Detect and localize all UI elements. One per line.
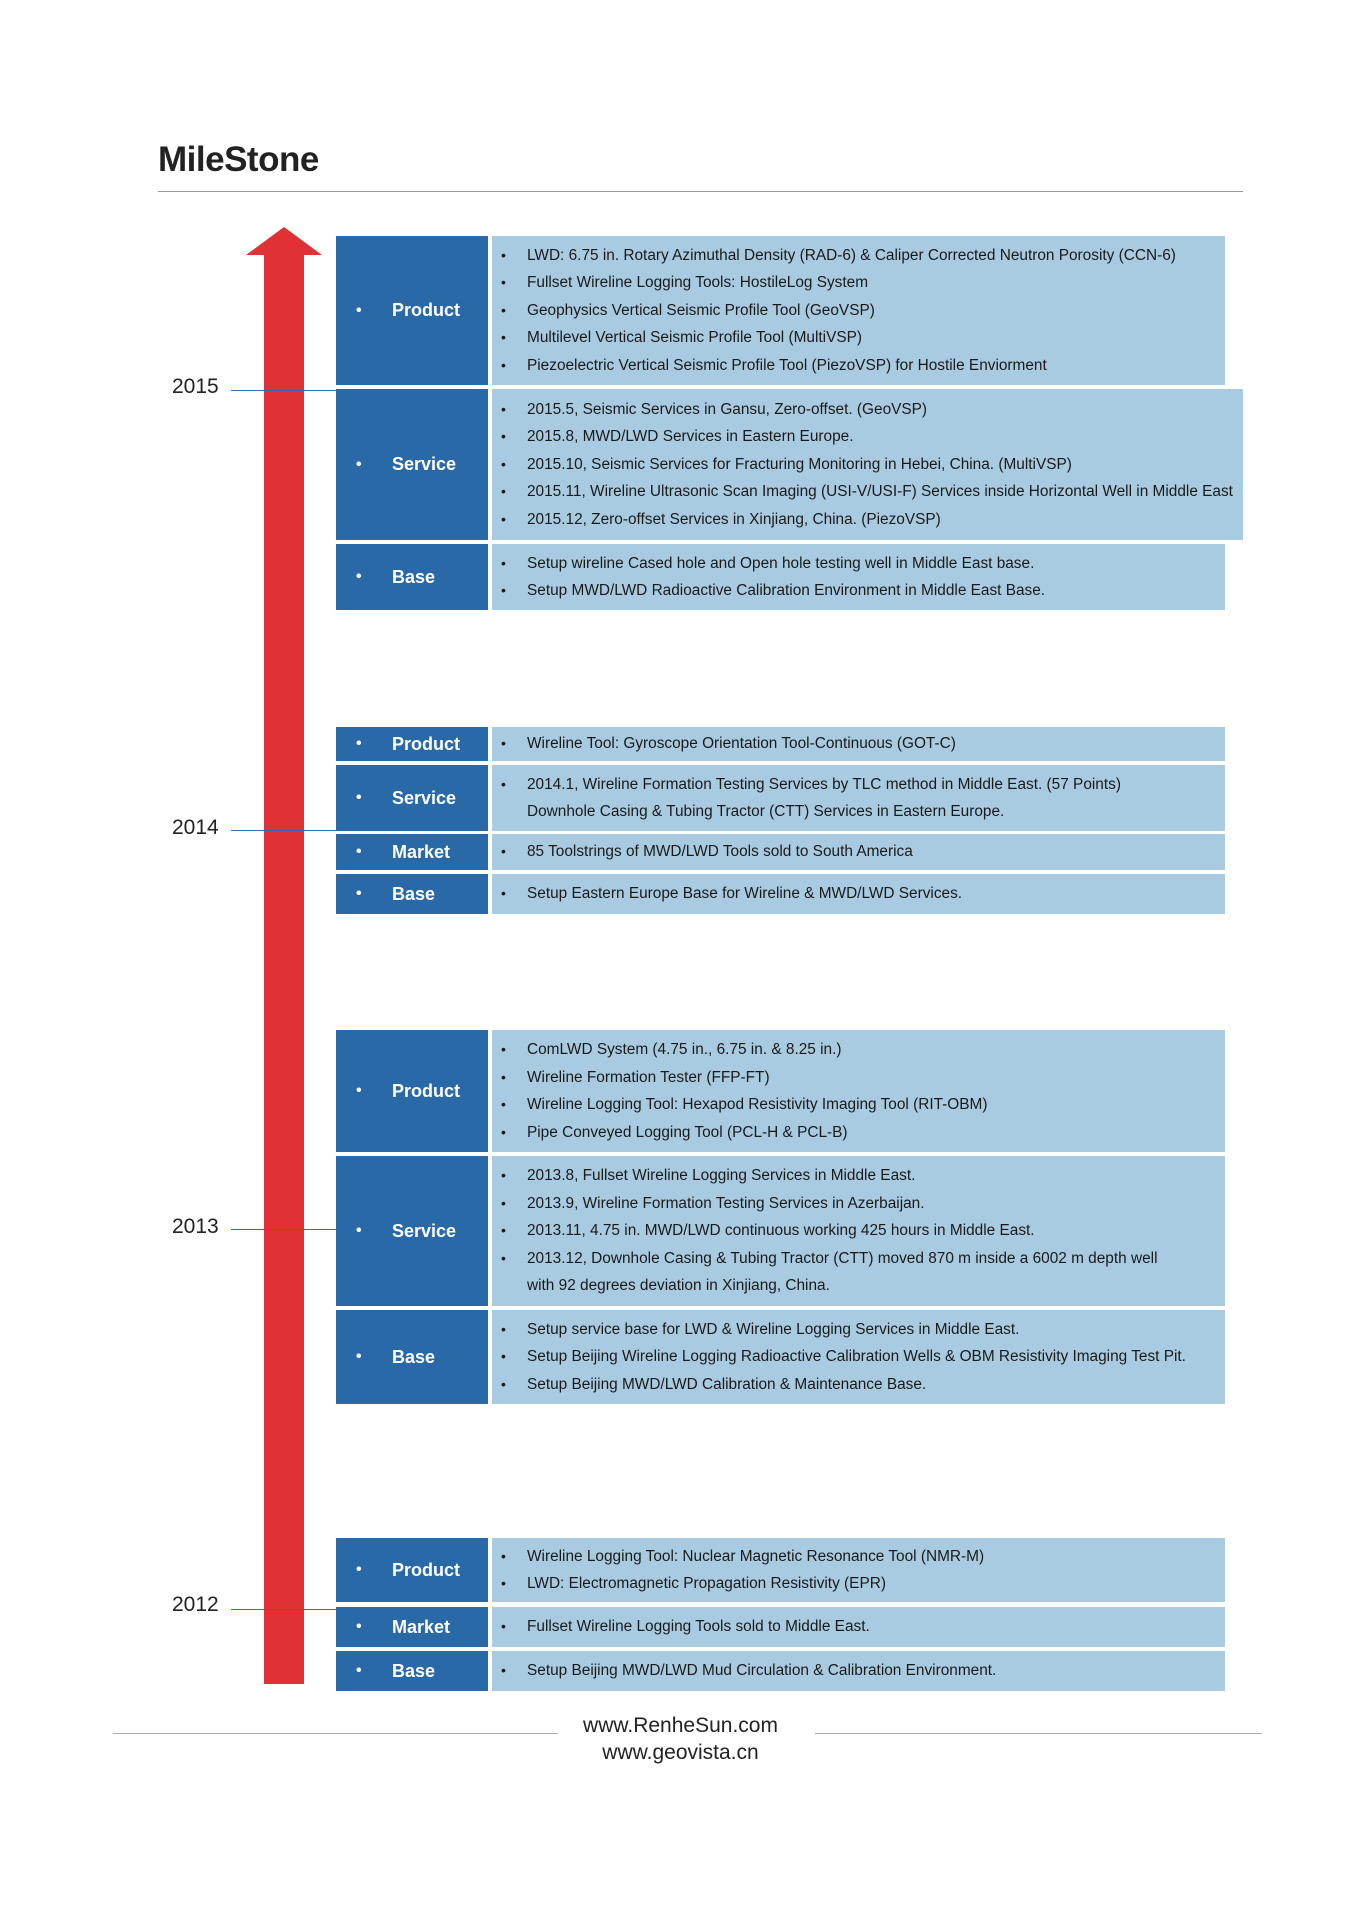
milestone-item: • Wireline Logging Tool: Nuclear Magnetic Resonance Tool (NMR-M): [492, 1543, 1215, 1571]
milestone-item-continuation: Downhole Casing & Tubing Tractor (CTT) Services in Eastern Europe.: [527, 803, 1005, 820]
category-text: Service: [392, 787, 457, 808]
category-label: [336, 834, 488, 870]
milestone-item: • ComLWD System (4.75 in., 6.75 in. & 8.25 in.): [492, 1036, 1215, 1064]
bullet-icon: •: [356, 789, 362, 806]
milestone-row-market: [336, 834, 1225, 870]
bullet-icon: •: [356, 885, 362, 902]
bullet-icon: •: [356, 1348, 362, 1365]
milestone-item: • Setup Eastern Europe Base for Wireline & MWD/LWD Services.: [492, 880, 1215, 908]
footer-url-renhesun[interactable]: www.RenheSun.com: [583, 1714, 778, 1737]
year-tick: [231, 830, 336, 831]
milestone-items: [492, 389, 1243, 540]
milestone-item: • Setup service base for LWD & Wireline Logging Services in Middle East.: [492, 1316, 1215, 1344]
year-label: 2012: [172, 1593, 219, 1616]
year-tick: [231, 1229, 336, 1230]
category-text: Service: [392, 1220, 457, 1241]
milestone-row-base: [336, 874, 1225, 914]
bullet-icon: •: [356, 1082, 362, 1099]
milestone-items: [492, 834, 1225, 870]
category-label: [336, 1538, 488, 1602]
category-label: [336, 1310, 488, 1404]
milestone-item: • 2015.11, Wireline Ultrasonic Scan Imaging (USI-V/USI-F) Services inside Horizontal Well in Middle East: [492, 478, 1233, 506]
milestone-item: • Setup wireline Cased hole and Open hole testing well in Middle East base.: [492, 550, 1215, 578]
title-divider: [158, 191, 1243, 192]
milestone-item: • 2015.8, MWD/LWD Services in Eastern Europe.: [492, 423, 1233, 451]
milestone-items: [492, 1607, 1225, 1647]
milestone-row-product: [336, 727, 1225, 761]
milestone-item: • 2013.9, Wireline Formation Testing Services in Azerbaijan.: [492, 1190, 1215, 1218]
category-label: [336, 389, 488, 540]
bullet-icon: •: [356, 735, 362, 752]
category-label: [336, 1030, 488, 1152]
category-text: Market: [392, 1616, 451, 1637]
category-label: [336, 874, 488, 914]
milestone-item: • Multilevel Vertical Seismic Profile Tool (MultiVSP): [492, 324, 1215, 352]
milestone-items: [492, 236, 1225, 385]
category-label: [336, 765, 488, 831]
milestone-items: [492, 544, 1225, 610]
milestone-row-base: [336, 544, 1225, 610]
milestone-item: • 2014.1, Wireline Formation Testing Services by TLC method in Middle East. (57 Points): [492, 771, 1215, 799]
bullet-icon: •: [356, 1561, 362, 1578]
milestone-item: • Setup Beijing MWD/LWD Calibration & Maintenance Base.: [492, 1371, 1215, 1399]
category-label: [336, 727, 488, 761]
milestone-item: • Wireline Tool: Gyroscope Orientation Tool-Continuous (GOT-C): [492, 730, 1215, 758]
milestone-items: [492, 1651, 1225, 1691]
milestone-item: • 2013.8, Fullset Wireline Logging Services in Middle East.: [492, 1162, 1215, 1190]
category-label: [336, 1607, 488, 1647]
page-title: MileStone: [158, 140, 319, 179]
bullet-icon: •: [356, 843, 362, 860]
milestone-row-base: [336, 1651, 1225, 1691]
milestone-item: • 2015.10, Seismic Services for Fracturing Monitoring in Hebei, China. (MultiVSP): [492, 451, 1233, 479]
milestone-item: • Fullset Wireline Logging Tools: HostileLog System: [492, 269, 1215, 297]
category-label: [336, 1651, 488, 1691]
bullet-icon: •: [356, 1618, 362, 1635]
year-tick: [231, 1609, 336, 1610]
milestone-item: • Wireline Logging Tool: Hexapod Resistivity Imaging Tool (RIT-OBM): [492, 1091, 1215, 1119]
milestone-items: [492, 1156, 1225, 1306]
milestone-row-service: [336, 389, 1233, 540]
year-label: 2014: [172, 816, 219, 839]
category-text: Service: [392, 454, 457, 474]
category-text: Product: [392, 1080, 461, 1101]
bullet-icon: •: [356, 1222, 362, 1239]
milestone-row-service: [336, 1156, 1225, 1306]
category-text: Product: [392, 1559, 461, 1580]
milestone-items: [492, 727, 1225, 761]
milestone-item: • Geophysics Vertical Seismic Profile Tool (GeoVSP): [492, 297, 1215, 325]
category-text: Product: [392, 733, 461, 754]
milestone-items: [492, 1030, 1225, 1152]
category-label: [336, 236, 488, 385]
milestone-item: • 2013.11, 4.75 in. MWD/LWD continuous working 425 hours in Middle East.: [492, 1217, 1215, 1245]
footer-url-geovista[interactable]: www.geovista.cn: [602, 1741, 759, 1764]
milestone-items: [492, 874, 1225, 914]
milestone-row-service: [336, 765, 1225, 831]
category-text: Base: [392, 1660, 436, 1681]
milestone-row-product: [336, 1538, 1225, 1602]
milestone-items: [492, 765, 1225, 831]
milestone-item: • Fullset Wireline Logging Tools sold to Middle East.: [492, 1613, 1215, 1641]
category-text: Base: [392, 1346, 436, 1367]
bullet-icon: •: [356, 301, 362, 319]
milestone-item-continuation: with 92 degrees deviation in Xinjiang, China.: [527, 1277, 830, 1295]
milestone-items: [492, 1310, 1225, 1404]
milestone-item: • 2013.12, Downhole Casing & Tubing Tractor (CTT) moved 870 m inside a 6002 m depth well: [492, 1245, 1215, 1273]
milestone-item: • Setup Beijing Wireline Logging Radioactive Calibration Wells & OBM Resistivity Imaging Test Pit.: [492, 1343, 1215, 1371]
timeline-arrow-head: [246, 227, 322, 255]
milestone-item: • Setup Beijing MWD/LWD Mud Circulation & Calibration Environment.: [492, 1657, 1215, 1685]
timeline-arrow-shaft: [264, 252, 304, 1684]
milestone-item: • Wireline Formation Tester (FFP-FT): [492, 1064, 1215, 1092]
milestone-row-base: [336, 1310, 1225, 1404]
milestone-item: • 2015.12, Zero-offset Services in Xinjiang, China. (PiezoVSP): [492, 506, 1233, 534]
milestone-item: • 2015.5, Seismic Services in Gansu, Zero-offset. (GeoVSP): [492, 396, 1233, 424]
category-label: [336, 1156, 488, 1306]
milestone-item: • LWD: 6.75 in. Rotary Azimuthal Density (RAD-6) & Caliper Corrected Neutron Porosity (CCN-6): [492, 242, 1215, 270]
milestone-item: • Setup MWD/LWD Radioactive Calibration Environment in Middle East Base.: [492, 577, 1215, 605]
milestone-row-product: [336, 236, 1225, 385]
bullet-icon: •: [356, 455, 362, 473]
category-text: Base: [392, 883, 436, 904]
year-label: 2013: [172, 1215, 219, 1238]
milestone-row-market: [336, 1607, 1225, 1647]
milestone-item: • 85 Toolstrings of MWD/LWD Tools sold to South America: [492, 838, 1215, 866]
milestone-item: • Pipe Conveyed Logging Tool (PCL-H & PCL-B): [492, 1119, 1215, 1147]
year-label: 2015: [172, 375, 219, 398]
bullet-icon: •: [356, 568, 362, 585]
milestone-item: • LWD: Electromagnetic Propagation Resistivity (EPR): [492, 1570, 1215, 1598]
category-label: [336, 544, 488, 610]
milestone-items: [492, 1538, 1225, 1602]
category-text: Product: [392, 300, 461, 320]
milestone-item: • Piezoelectric Vertical Seismic Profile Tool (PiezoVSP) for Hostile Enviorment: [492, 352, 1215, 380]
bullet-icon: •: [356, 1662, 362, 1679]
category-text: Base: [392, 566, 436, 587]
category-text: Market: [392, 841, 451, 862]
milestone-row-product: [336, 1030, 1225, 1152]
year-tick: [231, 390, 336, 391]
